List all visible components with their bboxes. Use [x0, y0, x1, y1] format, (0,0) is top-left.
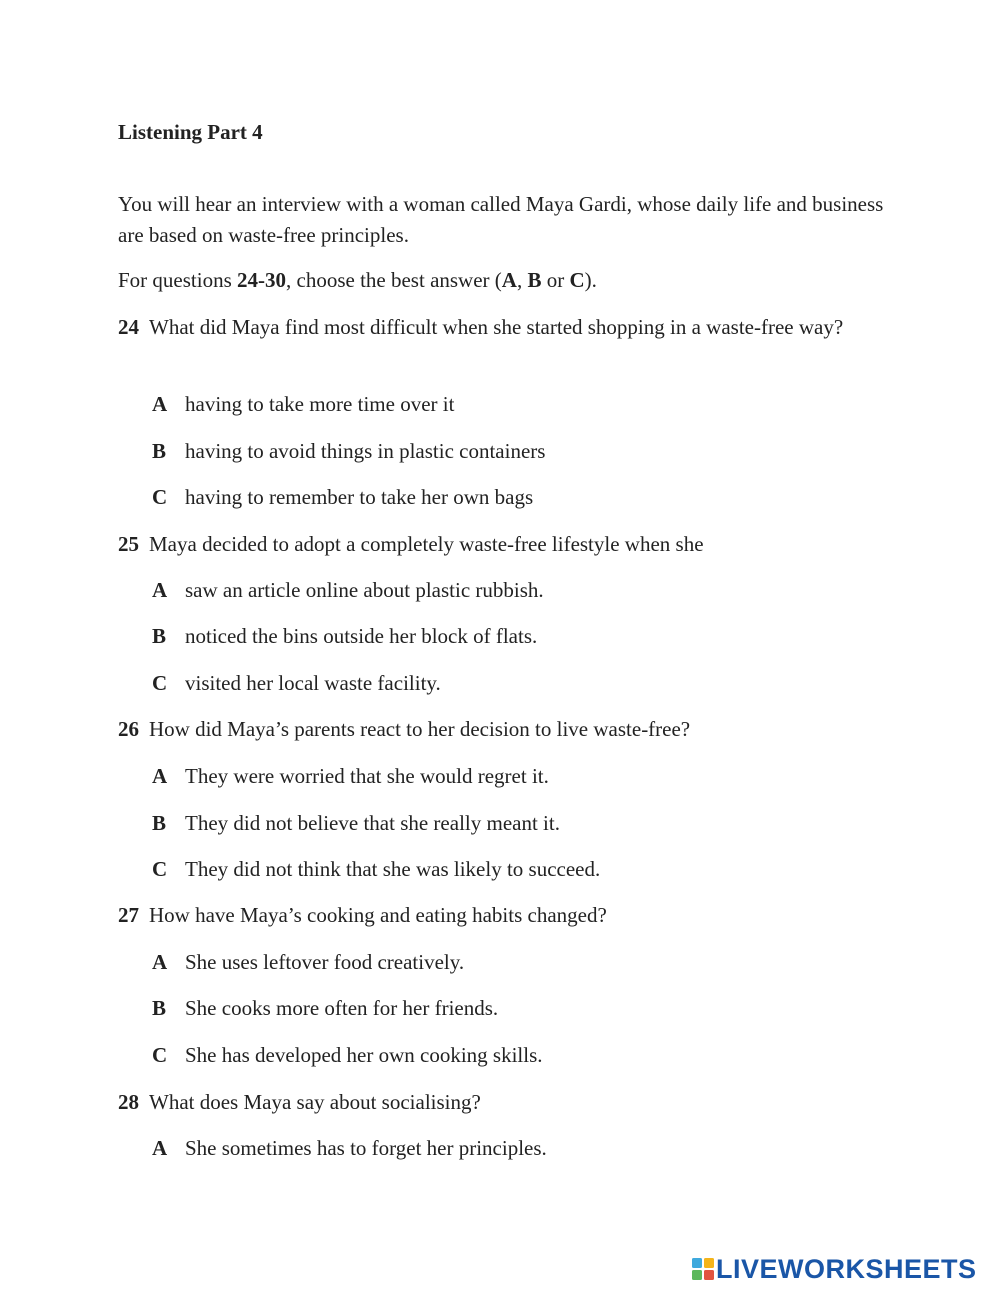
question-28	[118, 1087, 878, 1118]
option-letter: A	[152, 392, 168, 416]
question-24	[118, 312, 878, 343]
option-text: saw an article online about plastic rubbish.	[185, 578, 544, 602]
option-27-a[interactable]	[152, 947, 464, 978]
option-text: She uses leftover food creatively.	[185, 950, 465, 974]
question-text: How did Maya’s parents react to her decision to live waste-free?	[149, 717, 691, 741]
question-number: 26	[118, 717, 139, 741]
question-number: 25	[118, 532, 139, 556]
question-number: 27	[118, 903, 139, 927]
option-24-c[interactable]	[152, 482, 533, 513]
option-text: noticed the bins outside her block of flats.	[185, 624, 538, 648]
option-letter: C	[152, 671, 168, 695]
option-letter: A	[152, 950, 168, 974]
question-text: Maya decided to adopt a completely waste-free lifestyle when she	[149, 532, 704, 556]
option-text: She cooks more often for her friends.	[185, 996, 499, 1020]
option-24-b[interactable]	[152, 436, 545, 467]
option-letter: B	[152, 811, 167, 835]
option-27-b[interactable]	[152, 993, 498, 1024]
option-text: She sometimes has to forget her principles.	[185, 1136, 547, 1160]
option-letter: B	[152, 439, 167, 463]
instructions: For questions 24-30, choose the best answer (A, B or C).	[118, 268, 597, 292]
option-letter: C	[152, 857, 168, 881]
brand-name: LIVEWORKSHEETS	[716, 1253, 977, 1284]
liveworksheets-logo-icon	[692, 1258, 714, 1280]
liveworksheets-logo	[692, 1254, 977, 1284]
option-letter: B	[152, 624, 167, 648]
option-28-a[interactable]	[152, 1133, 547, 1164]
option-25-a[interactable]	[152, 575, 544, 606]
page-title: Listening Part 4	[118, 120, 263, 144]
option-text: She has developed her own cooking skills.	[185, 1043, 543, 1067]
option-26-a[interactable]	[152, 761, 549, 792]
option-letter: B	[152, 996, 167, 1020]
option-text: having to remember to take her own bags	[185, 485, 534, 509]
option-text: They did not think that she was likely to succeed.	[185, 857, 601, 881]
question-27	[118, 900, 878, 931]
question-number: 28	[118, 1090, 139, 1114]
option-26-b[interactable]	[152, 808, 560, 839]
question-26	[118, 714, 878, 745]
option-27-c[interactable]	[152, 1040, 543, 1071]
intro-text: You will hear an interview with a woman called Maya Gardi, whose daily life and business are based on waste-free principles.	[118, 192, 884, 247]
option-26-c[interactable]	[152, 854, 600, 885]
question-text: How have Maya’s cooking and eating habits changed?	[149, 903, 607, 927]
question-number: 24	[118, 315, 139, 339]
question-text: What does Maya say about socialising?	[149, 1090, 481, 1114]
option-25-c[interactable]	[152, 668, 441, 699]
question-text: What did Maya find most difficult when she started shopping in a waste-free way?	[149, 315, 844, 339]
option-24-a[interactable]	[152, 389, 454, 420]
option-letter: A	[152, 764, 168, 788]
option-text: having to take more time over it	[185, 392, 455, 416]
option-text: having to avoid things in plastic containers	[185, 439, 546, 463]
option-text: visited her local waste facility.	[185, 671, 441, 695]
option-text: They were worried that she would regret it.	[185, 764, 549, 788]
option-letter: C	[152, 1043, 168, 1067]
option-letter: A	[152, 578, 168, 602]
option-25-b[interactable]	[152, 621, 537, 652]
option-letter: C	[152, 485, 168, 509]
option-text: They did not believe that she really meant it.	[185, 811, 560, 835]
option-letter: A	[152, 1136, 168, 1160]
question-25	[118, 529, 878, 560]
